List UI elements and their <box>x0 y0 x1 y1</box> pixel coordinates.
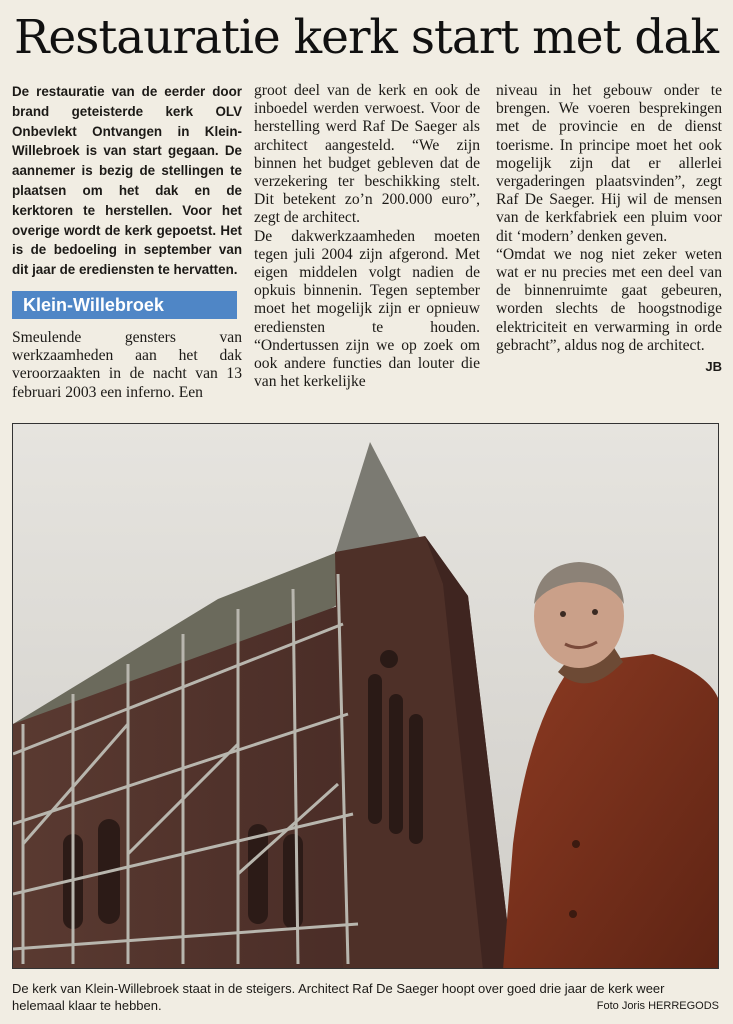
photo-credit: Foto Joris HERREGODS <box>596 1000 719 1012</box>
author-byline: JB <box>705 359 722 375</box>
body-paragraph: De dakwerkzaamheden moeten tegen juli 2004 zijn afgerond. Met eigen middelen volgt nadien de opkuis binnenin. Tegen september moet het mogelijk zijn er opnieuw erediensten te houden. “Ondertussen zijn we op zoek om ook andere functies dan louter die van het kerkelijke <box>254 227 480 391</box>
church-photo-illustration <box>13 424 719 969</box>
body-paragraph: Smeulende gensters van werkzaamheden aan het dak veroorzaakten in de nacht van 13 februari 2003 een inferno. Een <box>12 328 242 401</box>
photo-caption: De kerk van Klein-Willebroek staat in de steigers. Architect Raf De Saeger hoopt over goed drie jaar de kerk weer helemaal klaar te hebben. <box>12 981 665 1013</box>
column-2 <box>254 82 480 391</box>
column-1 <box>12 82 242 402</box>
body-paragraph: “Omdat we nog niet zeker weten wat er nu precies met een deel van de binnenruimte gaat gebeuren, worden slechts de hoogstnodige elektriciteit en verwarming in orde gebracht”, aldus nog de architect. <box>496 245 722 354</box>
article-photo <box>12 423 719 969</box>
body-paragraph: niveau in het gebouw onder te brengen. We voeren besprekingen met de provincie en de dienst toerisme. In principe moet het ook mogelijk zijn dat er allerlei vergaderingen plaatsvinden”, zegt Raf De Saeger. Hij wil de mensen van de kerkfabriek een pluim voor dit ‘modern’ denken geven. <box>496 82 722 245</box>
column-3 <box>496 82 722 374</box>
article-intro: De restauratie van de eerder door brand geteisterde kerk OLV Onbevlekt Ontvangen in Klein-Willebroek is van start gegaan. De aannemer is bezig de stellingen te plaatsen om het dak en de kerktoren te herstellen. Voor het overige wordt de kerk gepoetst. Het is de bedoeling in september van dit jaar de erediensten te hervatten. <box>12 84 242 278</box>
article-headline: Restauratie kerk start met dak <box>14 10 718 65</box>
section-label: Klein-Willebroek <box>12 291 237 319</box>
body-paragraph: groot deel van de kerk en ook de inboedel werden verwoest. Voor de herstelling werd Raf De Saeger als architect aangesteld. “We zijn binnen het budget gebleven dat de verzekering ter beschikking stelt. Dit betekent zo’n 200.000 euro”, zegt de architect. <box>254 82 480 227</box>
